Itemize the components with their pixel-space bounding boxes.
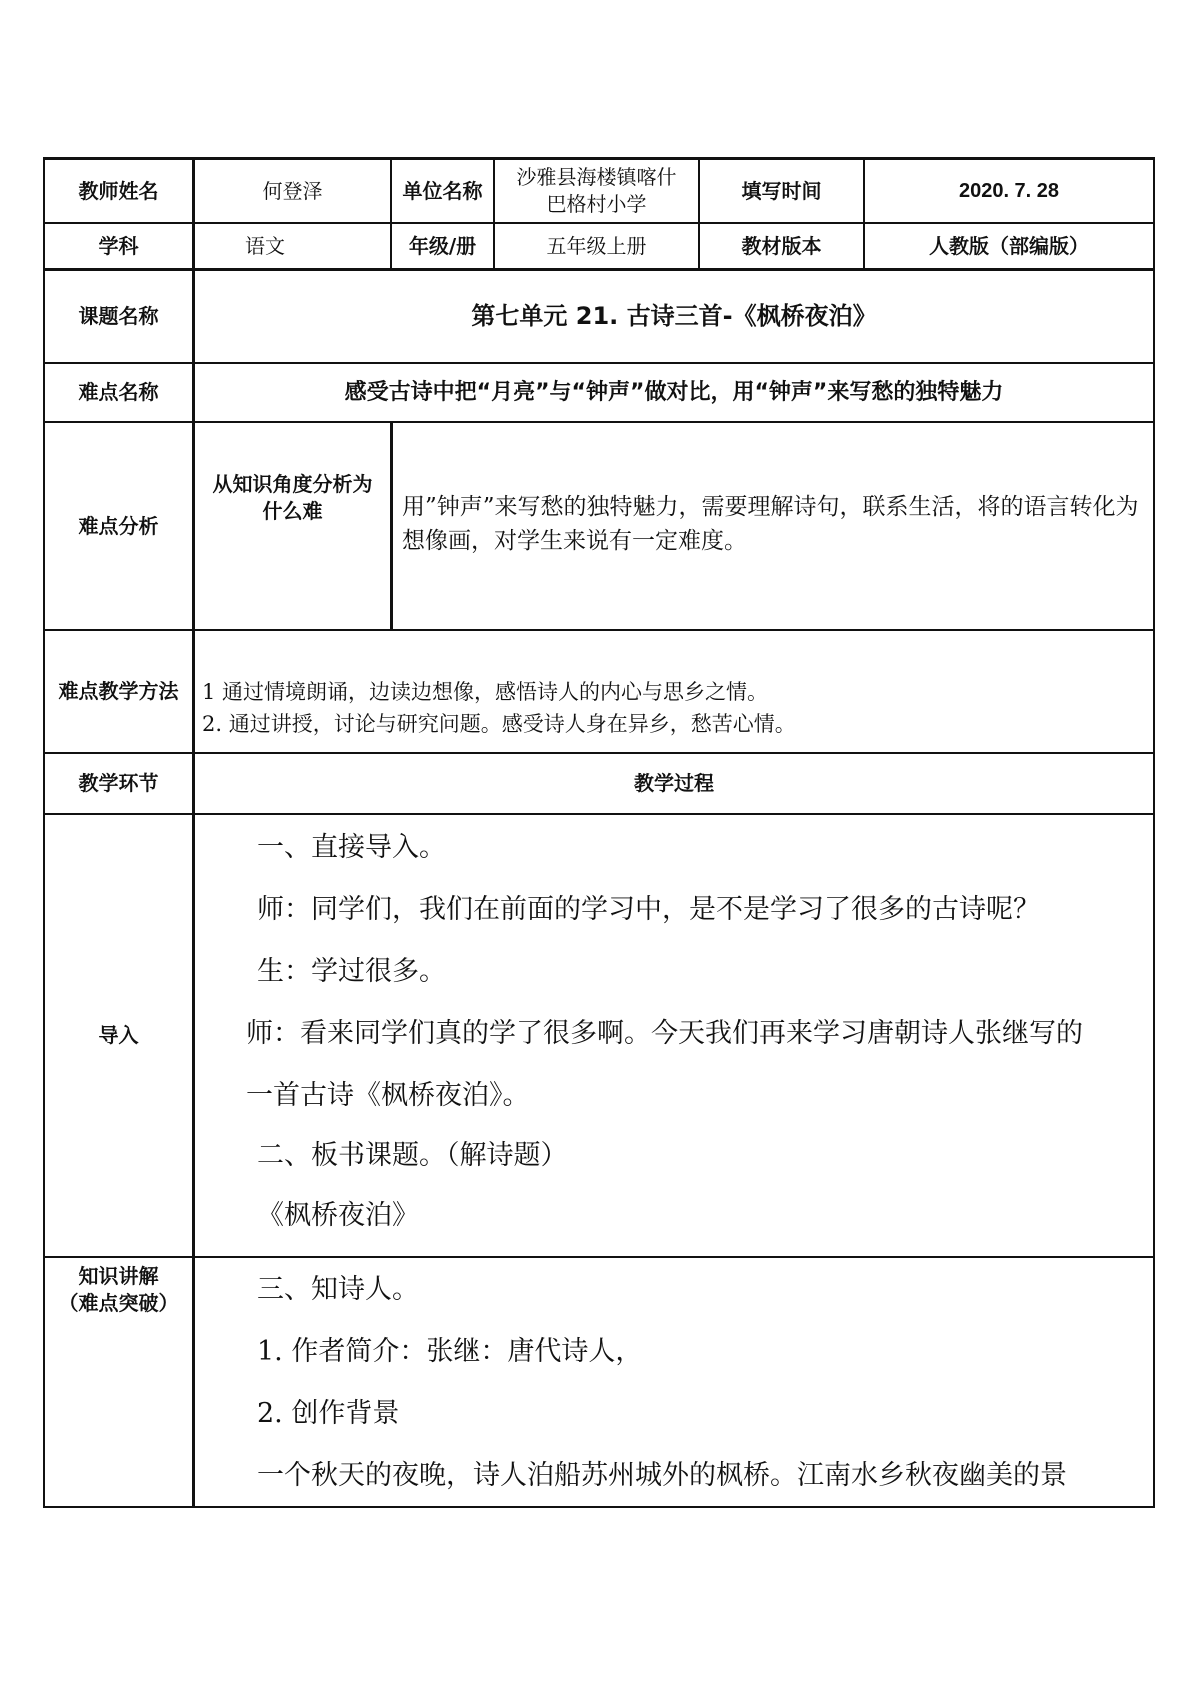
stage-header: 教学环节 [78,771,159,795]
unit-value-line2: 巴格村小学 [546,192,647,216]
subject-value: 语文 [245,233,285,258]
intro-line: 生：学过很多。 [257,956,446,987]
unit-label: 单位名称 [402,178,483,203]
topic-value: 第七单元 21. 古诗三首-《枫桥夜泊》 [471,302,877,331]
edition-value: 人教版（部编版） [929,233,1089,258]
difficulty-label: 难点名称 [78,380,159,404]
rule [43,813,1155,815]
topic-label: 课题名称 [78,304,159,328]
intro-line: 《枫桥夜泊》 [257,1200,419,1231]
knowledge-label [45,1258,192,1322]
method-line1: 1 通过情境朗诵，边读边想像，感悟诗人的内心与思乡之情。 [202,680,769,704]
analysis-label: 难点分析 [78,513,159,538]
unit-value [495,160,698,222]
process-header: 教学过程 [634,771,714,795]
knowledge-line: 2. 创作背景 [257,1398,400,1429]
teacher-value: 何登泽 [262,178,323,203]
date-label: 填写时间 [741,178,822,203]
unit-value-line1: 沙雅县海楼镇喀什 [516,165,677,189]
teacher-label: 教师姓名 [78,178,159,203]
subject-label: 学科 [98,233,139,258]
intro-line: 二、板书课题。（解诗题） [257,1140,568,1171]
knowledge-label-line2: （难点突破） [58,1291,179,1315]
intro-line: 一首古诗《枫桥夜泊》。 [246,1080,530,1111]
knowledge-line: 1. 作者简介：张继：唐代诗人， [257,1336,643,1367]
method-label: 难点教学方法 [58,679,179,703]
method-line2: 2. 通过讲授，讨论与研究问题。感受诗人身在异乡，愁苦心情。 [202,712,796,736]
knowledge-line: 一个秋天的夜晚，诗人泊船苏州城外的枫桥。江南水乡秋夜幽美的景 [257,1460,1067,1491]
grade-value: 五年级上册 [546,233,647,258]
knowledge-label-line1: 知识讲解 [78,1264,159,1288]
analysis-sub-label [195,423,390,573]
intro-line: 师：看来同学们真的学了很多啊。今天我们再来学习唐朝诗人张继写的 [246,1018,1083,1049]
knowledge-line: 三、知诗人。 [257,1274,419,1305]
analysis-text: 用”钟声”来写愁的独特魅力，需要理解诗句，联系生活，将的语言转化为想像画，对学生来说有一定难度。 [402,494,1139,554]
rule [390,423,393,631]
difficulty-value: 感受古诗中把“月亮”与“钟声”做对比，用“钟声”来写愁的独特魅力 [344,379,1004,405]
analysis-sub-label-line1: 从知识角度分析为 [212,472,373,496]
intro-label: 导入 [98,1023,139,1047]
rule [43,1256,1155,1258]
intro-line: 师：同学们，我们在前面的学习中，是不是学习了很多的古诗呢？ [257,894,1040,925]
lesson-plan-table [43,157,1155,1508]
rule [43,1506,1155,1508]
rule [43,629,1155,631]
grade-label: 年级/册 [408,233,477,258]
date-value: 2020. 7. 28 [958,179,1060,202]
edition-label: 教材版本 [741,233,822,258]
analysis-sub-label-line2: 什么难 [262,499,323,523]
rule [1153,157,1155,1508]
intro-line: 一、直接导入。 [257,832,446,863]
